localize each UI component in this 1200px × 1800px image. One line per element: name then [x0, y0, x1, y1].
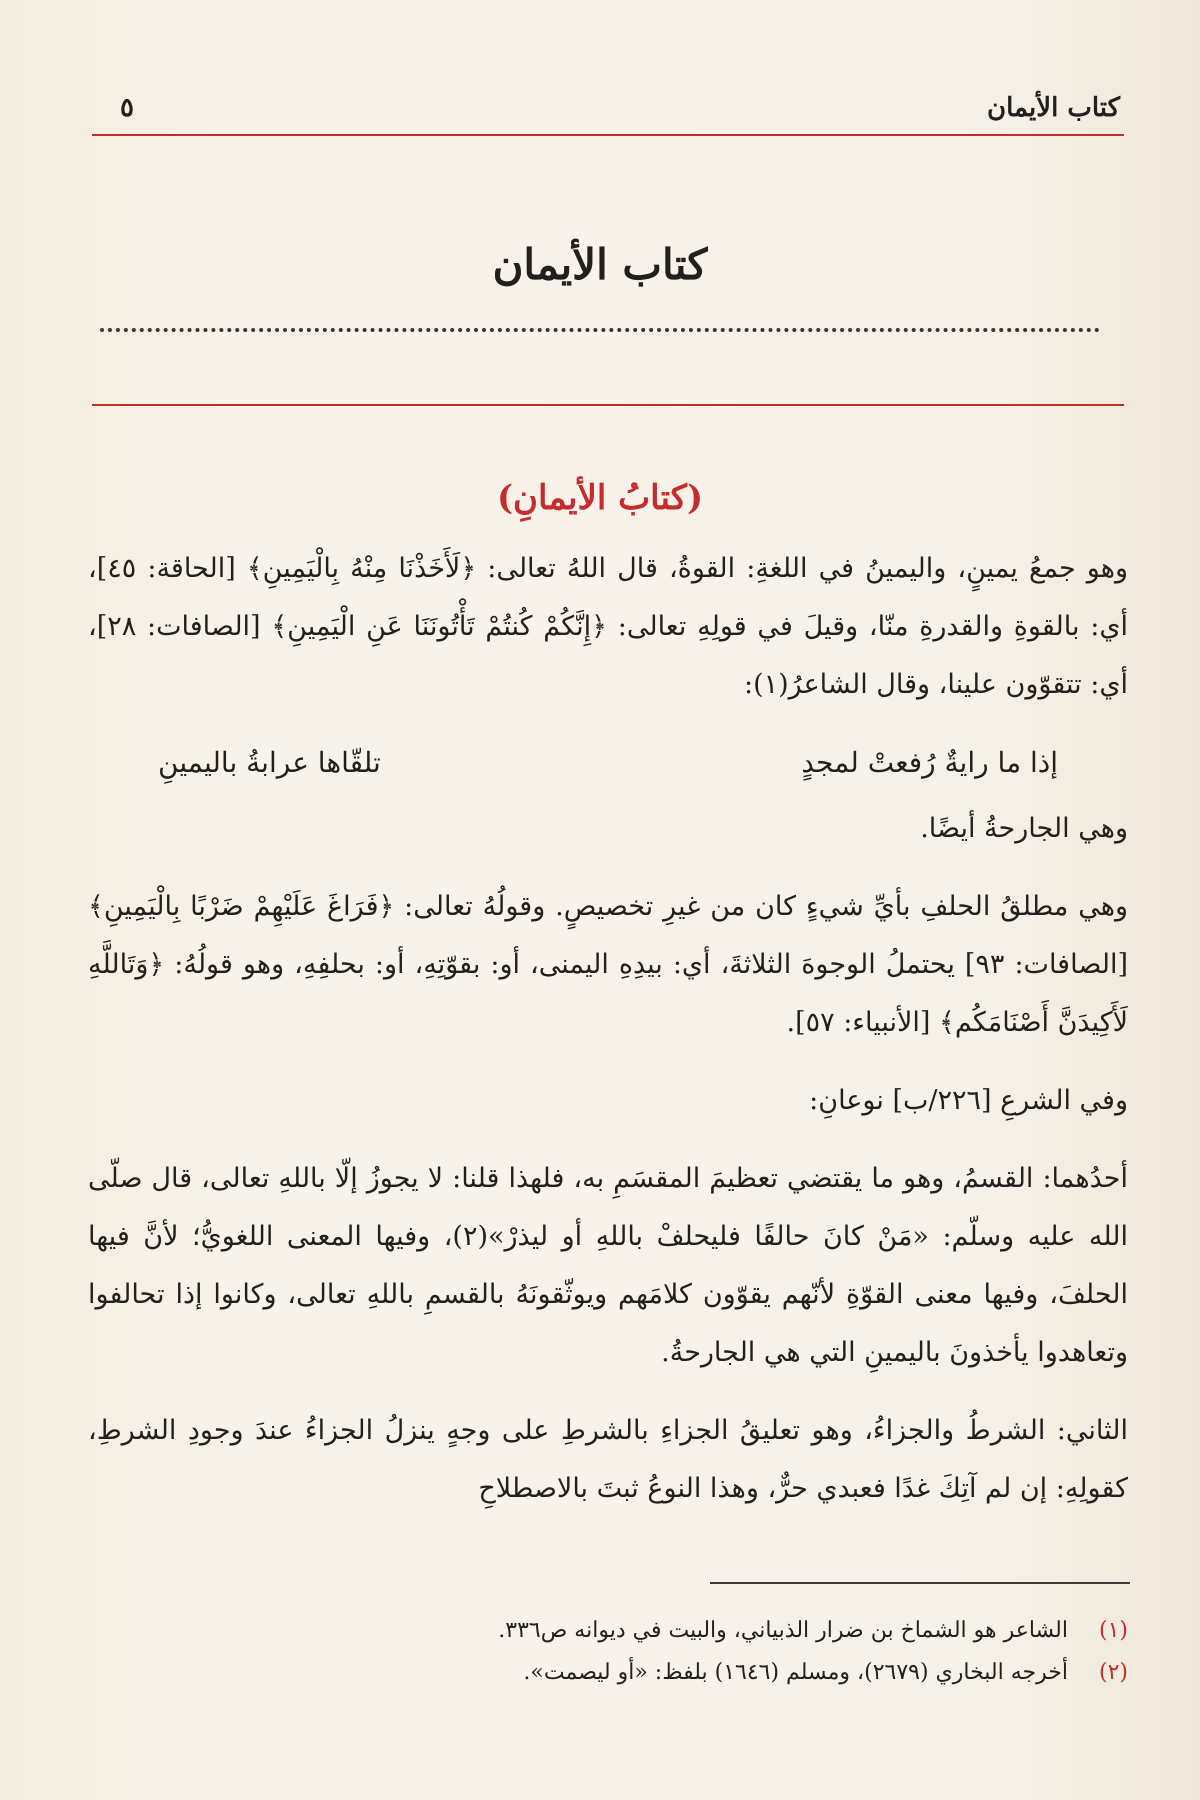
footnote-rule — [710, 1582, 1130, 1584]
footnote-text: الشاعر هو الشماخ بن ضرار الذبياني، والبيت في ديوانه ص٣٣٦. — [498, 1618, 1068, 1643]
header-rule — [92, 134, 1124, 136]
poetry-verse — [158, 734, 1058, 792]
running-header — [120, 88, 1120, 128]
ornament-dotted-rule — [100, 328, 1100, 332]
footnote — [88, 1652, 1128, 1694]
section-rule — [92, 404, 1124, 406]
paragraph: وهو جمعُ يمينٍ، واليمينُ في اللغةِ: القوةُ، قال اللهُ تعالى: ﴿لَأَخَذْنَا مِنْهُ بِالْيَمِينِ﴾ [الحاقة: ٤٥]، أي: بالقوةِ والقدرةِ منّا، وقيلَ في قولِهِ تعالى: ﴿إِنَّكُمْ كُنتُمْ تَأْتُونَنَا عَنِ الْيَمِينِ﴾ [الصافات: ٢٨]، أي: تتقوّون علينا، وقال الشاعرُ(١): — [88, 553, 1128, 700]
main-text — [88, 540, 1128, 1538]
footnotes — [88, 1610, 1128, 1694]
paragraph: وفي الشرعِ [٢٢٦/ب] نوعانِ: — [809, 1085, 1128, 1116]
footnote-number: (١) — [1098, 1618, 1128, 1643]
paragraph: وهي الجارحةُ أيضًا. — [920, 813, 1128, 844]
running-title: كتاب الأيمان — [986, 93, 1120, 123]
paragraph: الثاني: الشرطُ والجزاءُ، وهو تعليقُ الجزاءِ بالشرطِ على وجهٍ ينزلُ الجزاءُ عندَ وجودِ الشرطِ، كقولِهِ: إن لم آتِكَ غدًا فعبدي حرٌّ، وهذا النوعُ ثبتَ بالاصطلاحِ — [88, 1415, 1128, 1504]
verse-second-hemistich: تلقّاها عرابةُ باليمينِ — [158, 746, 381, 779]
paragraph: أحدُهما: القسمُ، وهو ما يقتضي تعظيمَ المقسَمِ به، فلهذا قلنا: لا يجوزُ إلّا باللهِ تعالى، قال صلّى الله عليه وسلّم: «مَنْ كانَ حالفًا فليحلفْ باللهِ أو ليذرْ»(٢)، وفيها المعنى اللغويُّ؛ لأنَّ فيها الحلفَ، وفيها معنى القوّةِ لأنّهم يقوّون كلامَهم ويوثّقونَهُ بالقسمِ باللهِ تعالى، وكانوا إذا تحالفوا وتعاهدوا يأخذونَ باليمينِ التي هي الجارحةُ. — [88, 1163, 1128, 1368]
paragraph: وهي مطلقُ الحلفِ بأيِّ شيءٍ كان من غيرِ تخصيصٍ. وقولُهُ تعالى: ﴿فَرَاغَ عَلَيْهِمْ ضَرْبًا بِالْيَمِينِ﴾ [الصافات: ٩٣] يحتملُ الوجوهَ الثلاثةَ، أي: بيدِهِ اليمنى، أو: بقوّتِهِ، أو: بحلفِهِ، وهو قولُهُ: ﴿وَتَاللَّهِ لَأَكِيدَنَّ أَصْنَامَكُم﴾ [الأنبياء: ٥٧]. — [88, 891, 1128, 1038]
section-title: (كتابُ الأيمانِ) — [496, 478, 704, 518]
page-number: ٥ — [120, 93, 134, 123]
footnote-number: (٢) — [1098, 1660, 1128, 1685]
footnote-text: أخرجه البخاري (٢٦٧٩)، ومسلم (١٦٤٦) بلفظ: «أو ليصمت». — [523, 1660, 1068, 1685]
footnote — [88, 1610, 1128, 1652]
verse-first-hemistich: إذا ما رايةٌ رُفعتْ لمجدٍ — [801, 746, 1058, 779]
chapter-title: كتاب الأيمان — [492, 240, 708, 289]
